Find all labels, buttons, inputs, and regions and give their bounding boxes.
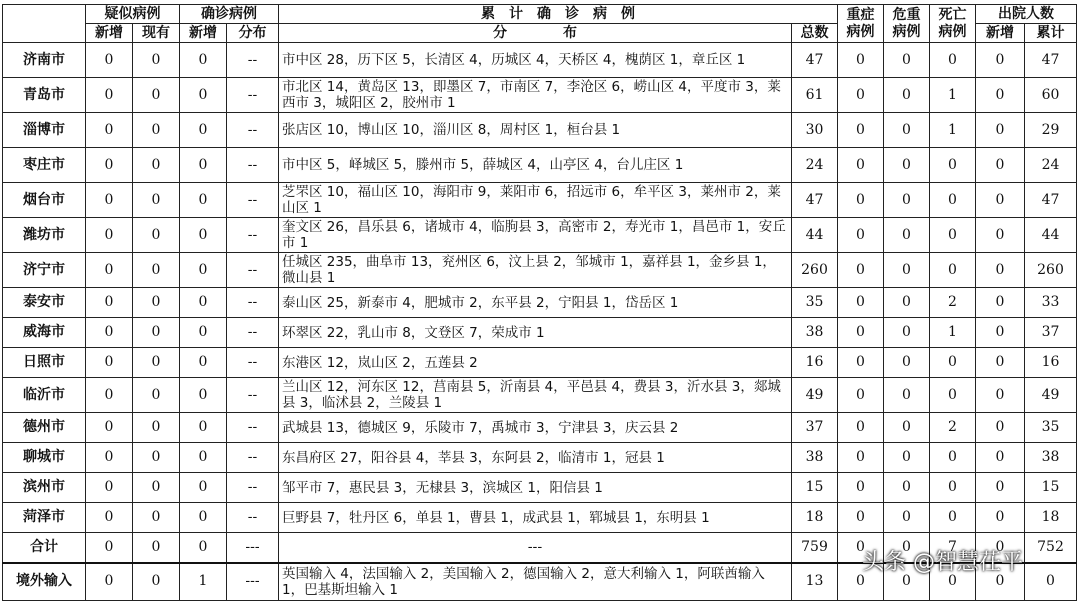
suspected-current: 0 bbox=[133, 253, 180, 288]
confirmed-new: 0 bbox=[180, 473, 227, 503]
cumulative-total: 37 bbox=[792, 413, 838, 443]
table-row bbox=[3, 413, 1077, 443]
cumulative-total: 24 bbox=[792, 148, 838, 183]
suspected-new: 0 bbox=[86, 318, 133, 348]
confirmed-new: 0 bbox=[180, 443, 227, 473]
confirmed-new: 0 bbox=[180, 413, 227, 443]
suspected-header: 疑似病例 bbox=[86, 5, 180, 24]
district-distribution: 英国输入 4，法国输入 2，美国输入 2，德国输入 2，意大利输入 1，阿联酋输入 1，巴基斯坦输入 1 bbox=[279, 563, 792, 601]
table-row bbox=[3, 148, 1077, 183]
confirmed-distribution: -- bbox=[227, 78, 279, 113]
cumulative-total: 47 bbox=[792, 43, 838, 78]
confirmed-distribution: -- bbox=[227, 183, 279, 218]
suspected-new: 0 bbox=[86, 503, 133, 533]
death-count: 0 bbox=[930, 183, 976, 218]
critical-count: 0 bbox=[884, 113, 930, 148]
district-distribution: 芝罘区 10，福山区 10，海阳市 9，莱阳市 6，招远市 6，牟平区 3，莱州市 2，莱山区 1 bbox=[279, 183, 792, 218]
suspected-current: 0 bbox=[133, 218, 180, 253]
critical-count: 0 bbox=[884, 253, 930, 288]
confirmed-distribution: -- bbox=[227, 378, 279, 413]
city-name: 滨州市 bbox=[3, 473, 86, 503]
suspected-current: 0 bbox=[133, 183, 180, 218]
discharged-total: 16 bbox=[1025, 348, 1077, 378]
confirmed-distribution: -- bbox=[227, 473, 279, 503]
district-distribution: --- bbox=[279, 533, 792, 563]
confirmed-distribution: -- bbox=[227, 288, 279, 318]
severe-count: 0 bbox=[838, 43, 884, 78]
severe-count: 0 bbox=[838, 413, 884, 443]
cumulative-total: 38 bbox=[792, 443, 838, 473]
suspected-new: 0 bbox=[86, 378, 133, 413]
death-count: 2 bbox=[930, 288, 976, 318]
confirmed-distribution: -- bbox=[227, 253, 279, 288]
discharged-new: 0 bbox=[976, 218, 1025, 253]
table-row bbox=[3, 288, 1077, 318]
confirmed-new: 0 bbox=[180, 503, 227, 533]
suspected-current: 0 bbox=[133, 288, 180, 318]
confirmed-distribution: -- bbox=[227, 218, 279, 253]
death-count: 1 bbox=[930, 113, 976, 148]
discharged-new: 0 bbox=[976, 443, 1025, 473]
table-row bbox=[3, 218, 1077, 253]
discharged-new: 0 bbox=[976, 78, 1025, 113]
district-distribution: 东港区 12，岚山区 2，五莲县 2 bbox=[279, 348, 792, 378]
suspected-new-header: 新增 bbox=[86, 24, 133, 43]
cumulative-total: 47 bbox=[792, 183, 838, 218]
confirmed-distribution: -- bbox=[227, 413, 279, 443]
critical-count: 0 bbox=[884, 503, 930, 533]
confirmed-distribution: -- bbox=[227, 443, 279, 473]
critical-count: 0 bbox=[884, 78, 930, 113]
city-name: 威海市 bbox=[3, 318, 86, 348]
covid-case-table bbox=[2, 4, 1077, 601]
suspected-new: 0 bbox=[86, 348, 133, 378]
death-count: 0 bbox=[930, 563, 976, 601]
table-row bbox=[3, 443, 1077, 473]
critical-count: 0 bbox=[884, 288, 930, 318]
suspected-current: 0 bbox=[133, 443, 180, 473]
table-row bbox=[3, 348, 1077, 378]
confirmed-new: 0 bbox=[180, 533, 227, 563]
suspected-new: 0 bbox=[86, 473, 133, 503]
critical-count: 0 bbox=[884, 183, 930, 218]
cumulative-total: 44 bbox=[792, 218, 838, 253]
confirmed-distribution: -- bbox=[227, 348, 279, 378]
discharged-total: 15 bbox=[1025, 473, 1077, 503]
suspected-new: 0 bbox=[86, 253, 133, 288]
confirmed-new: 0 bbox=[180, 148, 227, 183]
discharged-total: 260 bbox=[1025, 253, 1077, 288]
discharged-total: 0 bbox=[1025, 563, 1077, 601]
confirmed-new: 0 bbox=[180, 113, 227, 148]
corner-cell bbox=[3, 5, 86, 43]
district-distribution: 任城区 235，曲阜市 13，兖州区 6，汶上县 2，邹城市 1，嘉祥县 1，金乡县 1，微山县 1 bbox=[279, 253, 792, 288]
severe-header: 重症病例 bbox=[838, 5, 884, 43]
confirmed-new: 0 bbox=[180, 348, 227, 378]
suspected-current: 0 bbox=[133, 148, 180, 183]
suspected-new: 0 bbox=[86, 113, 133, 148]
discharged-new: 0 bbox=[976, 253, 1025, 288]
confirmed-new: 1 bbox=[180, 563, 227, 601]
confirmed-new: 0 bbox=[180, 183, 227, 218]
suspected-current: 0 bbox=[133, 563, 180, 601]
severe-count: 0 bbox=[838, 503, 884, 533]
district-distribution: 巨野县 7，牡丹区 6，单县 1，曹县 1，成武县 1，郓城县 1，东明县 1 bbox=[279, 503, 792, 533]
critical-header: 危重病例 bbox=[884, 5, 930, 43]
table-row bbox=[3, 78, 1077, 113]
suspected-new: 0 bbox=[86, 218, 133, 253]
district-distribution: 市北区 14，黄岛区 13，即墨区 7，市南区 7，李沧区 6，崂山区 4，平度市 3，莱西市 3，城阳区 2，胶州市 1 bbox=[279, 78, 792, 113]
critical-count: 0 bbox=[884, 348, 930, 378]
critical-count: 0 bbox=[884, 43, 930, 78]
confirmed-new: 0 bbox=[180, 218, 227, 253]
city-name: 青岛市 bbox=[3, 78, 86, 113]
suspected-current: 0 bbox=[133, 348, 180, 378]
discharged-total: 24 bbox=[1025, 148, 1077, 183]
suspected-current: 0 bbox=[133, 113, 180, 148]
district-distribution: 武城县 13，德城区 9，乐陵市 7，禹城市 3，宁津县 3，庆云县 2 bbox=[279, 413, 792, 443]
discharged-new-header: 新增 bbox=[976, 24, 1025, 43]
cumulative-header: 累 计 确 诊 病 例 bbox=[279, 5, 838, 24]
discharged-new: 0 bbox=[976, 348, 1025, 378]
district-distribution: 奎文区 26，昌乐县 6，诸城市 4，临朐县 3，高密市 2，寿光市 1，昌邑市 1，安丘市 1 bbox=[279, 218, 792, 253]
critical-count: 0 bbox=[884, 563, 930, 601]
district-distribution: 东昌府区 27，阳谷县 4，莘县 3，东阿县 2，临清市 1，冠县 1 bbox=[279, 443, 792, 473]
table-row bbox=[3, 378, 1077, 413]
death-count: 0 bbox=[930, 218, 976, 253]
discharged-new: 0 bbox=[976, 563, 1025, 601]
confirmed-new: 0 bbox=[180, 78, 227, 113]
city-name: 潍坊市 bbox=[3, 218, 86, 253]
table-row bbox=[3, 318, 1077, 348]
discharged-total: 47 bbox=[1025, 43, 1077, 78]
death-count: 0 bbox=[930, 473, 976, 503]
discharged-total: 752 bbox=[1025, 533, 1077, 563]
discharged-total: 49 bbox=[1025, 378, 1077, 413]
cumulative-total: 18 bbox=[792, 503, 838, 533]
discharged-total: 35 bbox=[1025, 413, 1077, 443]
critical-count: 0 bbox=[884, 443, 930, 473]
critical-count: 0 bbox=[884, 413, 930, 443]
suspected-new: 0 bbox=[86, 148, 133, 183]
discharged-new: 0 bbox=[976, 288, 1025, 318]
district-distribution: 泰山区 25，新泰市 4，肥城市 2，东平县 2，宁阳县 1，岱岳区 1 bbox=[279, 288, 792, 318]
severe-count: 0 bbox=[838, 288, 884, 318]
suspected-new: 0 bbox=[86, 443, 133, 473]
severe-count: 0 bbox=[838, 78, 884, 113]
suspected-new: 0 bbox=[86, 78, 133, 113]
table-row bbox=[3, 503, 1077, 533]
severe-count: 0 bbox=[838, 378, 884, 413]
district-distribution: 市中区 5，峄城区 5，滕州市 5，薛城区 4，山亭区 4，台儿庄区 1 bbox=[279, 148, 792, 183]
severe-count: 0 bbox=[838, 113, 884, 148]
cumulative-total: 38 bbox=[792, 318, 838, 348]
city-name: 菏泽市 bbox=[3, 503, 86, 533]
discharged-new: 0 bbox=[976, 43, 1025, 78]
cumulative-total: 260 bbox=[792, 253, 838, 288]
discharged-new: 0 bbox=[976, 183, 1025, 218]
severe-count: 0 bbox=[838, 473, 884, 503]
severe-count: 0 bbox=[838, 183, 884, 218]
suspected-new: 0 bbox=[86, 43, 133, 78]
confirmed-distribution: -- bbox=[227, 503, 279, 533]
cumulative-total: 35 bbox=[792, 288, 838, 318]
city-name: 德州市 bbox=[3, 413, 86, 443]
cumulative-total: 30 bbox=[792, 113, 838, 148]
city-name: 境外输入 bbox=[3, 563, 86, 601]
city-name: 烟台市 bbox=[3, 183, 86, 218]
table-row bbox=[3, 253, 1077, 288]
confirmed-distribution: -- bbox=[227, 43, 279, 78]
confirmed-new: 0 bbox=[180, 288, 227, 318]
death-header: 死亡病例 bbox=[930, 5, 976, 43]
city-name: 淄博市 bbox=[3, 113, 86, 148]
discharged-new: 0 bbox=[976, 318, 1025, 348]
discharged-new: 0 bbox=[976, 378, 1025, 413]
confirmed-new: 0 bbox=[180, 378, 227, 413]
critical-count: 0 bbox=[884, 473, 930, 503]
suspected-new: 0 bbox=[86, 533, 133, 563]
total-header: 总数 bbox=[792, 24, 838, 43]
confirmed-distribution-header: 分布 bbox=[227, 24, 279, 43]
district-distribution: 市中区 28，历下区 5，长清区 4，历城区 4，天桥区 4，槐荫区 1，章丘区 1 bbox=[279, 43, 792, 78]
discharged-new: 0 bbox=[976, 533, 1025, 563]
suspected-new: 0 bbox=[86, 563, 133, 601]
table-row bbox=[3, 113, 1077, 148]
death-count: 1 bbox=[930, 318, 976, 348]
critical-count: 0 bbox=[884, 378, 930, 413]
cumulative-total: 16 bbox=[792, 348, 838, 378]
city-name: 日照市 bbox=[3, 348, 86, 378]
discharged-total: 29 bbox=[1025, 113, 1077, 148]
suspected-current-header: 现有 bbox=[133, 24, 180, 43]
severe-count: 0 bbox=[838, 348, 884, 378]
confirmed-new: 0 bbox=[180, 43, 227, 78]
district-distribution: 兰山区 12，河东区 12，莒南县 5，沂南县 4，平邑县 4，费县 3，沂水县 3，郯城县 3，临沭县 2，兰陵县 1 bbox=[279, 378, 792, 413]
confirmed-new: 0 bbox=[180, 253, 227, 288]
suspected-current: 0 bbox=[133, 78, 180, 113]
suspected-current: 0 bbox=[133, 318, 180, 348]
city-name: 临沂市 bbox=[3, 378, 86, 413]
death-count: 7 bbox=[930, 533, 976, 563]
table-row bbox=[3, 43, 1077, 78]
discharged-total: 38 bbox=[1025, 443, 1077, 473]
discharged-new: 0 bbox=[976, 503, 1025, 533]
cumulative-total: 15 bbox=[792, 473, 838, 503]
confirmed-new: 0 bbox=[180, 318, 227, 348]
city-name: 枣庄市 bbox=[3, 148, 86, 183]
critical-count: 0 bbox=[884, 218, 930, 253]
suspected-new: 0 bbox=[86, 288, 133, 318]
suspected-current: 0 bbox=[133, 413, 180, 443]
cumulative-total: 13 bbox=[792, 563, 838, 601]
discharged-new: 0 bbox=[976, 473, 1025, 503]
death-count: 0 bbox=[930, 348, 976, 378]
severe-count: 0 bbox=[838, 253, 884, 288]
discharged-header: 出院人数 bbox=[976, 5, 1077, 24]
death-count: 0 bbox=[930, 148, 976, 183]
discharged-new: 0 bbox=[976, 148, 1025, 183]
confirmed-new-header: 新增 bbox=[180, 24, 227, 43]
cumulative-total: 49 bbox=[792, 378, 838, 413]
discharged-new: 0 bbox=[976, 413, 1025, 443]
discharged-total-header: 累计 bbox=[1025, 24, 1077, 43]
district-distribution: 张店区 10，博山区 10，淄川区 8，周村区 1，桓台县 1 bbox=[279, 113, 792, 148]
table-row bbox=[3, 183, 1077, 218]
critical-count: 0 bbox=[884, 318, 930, 348]
discharged-total: 33 bbox=[1025, 288, 1077, 318]
severe-count: 0 bbox=[838, 563, 884, 601]
critical-count: 0 bbox=[884, 533, 930, 563]
city-name: 聊城市 bbox=[3, 443, 86, 473]
city-name: 济宁市 bbox=[3, 253, 86, 288]
death-count: 0 bbox=[930, 503, 976, 533]
death-count: 0 bbox=[930, 378, 976, 413]
severe-count: 0 bbox=[838, 318, 884, 348]
suspected-current: 0 bbox=[133, 43, 180, 78]
table-row bbox=[3, 473, 1077, 503]
confirmed-distribution: -- bbox=[227, 113, 279, 148]
city-name: 合计 bbox=[3, 533, 86, 563]
discharged-total: 37 bbox=[1025, 318, 1077, 348]
confirmed-distribution: -- bbox=[227, 318, 279, 348]
city-name: 泰安市 bbox=[3, 288, 86, 318]
suspected-current: 0 bbox=[133, 533, 180, 563]
watermark: 头条 @智慧茌平 bbox=[862, 550, 1023, 575]
severe-count: 0 bbox=[838, 218, 884, 253]
confirmed-distribution: --- bbox=[227, 563, 279, 601]
death-count: 0 bbox=[930, 443, 976, 473]
death-count: 1 bbox=[930, 78, 976, 113]
severe-count: 0 bbox=[838, 443, 884, 473]
discharged-new: 0 bbox=[976, 113, 1025, 148]
severe-count: 0 bbox=[838, 533, 884, 563]
discharged-total: 47 bbox=[1025, 183, 1077, 218]
suspected-new: 0 bbox=[86, 183, 133, 218]
severe-count: 0 bbox=[838, 148, 884, 183]
suspected-current: 0 bbox=[133, 503, 180, 533]
distribution-header: 分 布 bbox=[279, 24, 792, 43]
confirmed-distribution: -- bbox=[227, 148, 279, 183]
city-name: 济南市 bbox=[3, 43, 86, 78]
cumulative-total: 61 bbox=[792, 78, 838, 113]
suspected-new: 0 bbox=[86, 413, 133, 443]
cumulative-total: 759 bbox=[792, 533, 838, 563]
death-count: 0 bbox=[930, 253, 976, 288]
discharged-total: 18 bbox=[1025, 503, 1077, 533]
death-count: 2 bbox=[930, 413, 976, 443]
confirmed-header: 确诊病例 bbox=[180, 5, 279, 24]
suspected-current: 0 bbox=[133, 378, 180, 413]
critical-count: 0 bbox=[884, 148, 930, 183]
discharged-total: 60 bbox=[1025, 78, 1077, 113]
district-distribution: 环翠区 22，乳山市 8，文登区 7，荣成市 1 bbox=[279, 318, 792, 348]
death-count: 0 bbox=[930, 43, 976, 78]
confirmed-distribution: --- bbox=[227, 533, 279, 563]
district-distribution: 邹平市 7，惠民县 3，无棣县 3，滨城区 1，阳信县 1 bbox=[279, 473, 792, 503]
suspected-current: 0 bbox=[133, 473, 180, 503]
discharged-total: 44 bbox=[1025, 218, 1077, 253]
